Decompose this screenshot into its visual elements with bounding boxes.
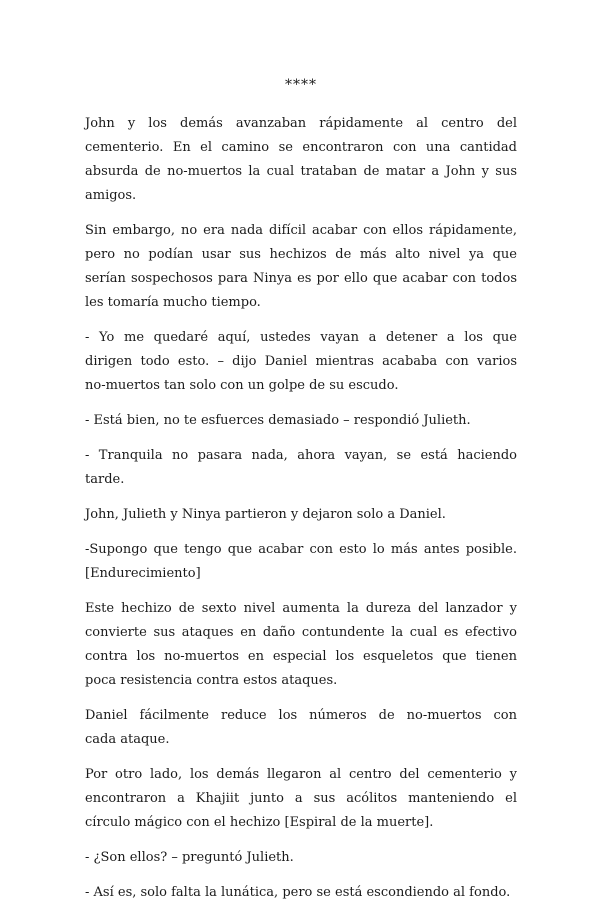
- text-line: - Yo me quedaré aquí, ustedes vayan a detener a los que: [85, 330, 517, 345]
- text-line: Daniel fácilmente reduce los números de no-muertos con: [85, 708, 517, 723]
- paragraph: [85, 444, 517, 492]
- paragraph: [85, 409, 517, 433]
- text-line: dirigen todo esto. – dijo Daniel mientras acababa con varios: [85, 354, 517, 369]
- text-line: cada ataque.: [85, 732, 170, 747]
- text-line: - Así es, solo falta la lunática, pero se está escondiendo al fondo.: [85, 885, 511, 900]
- book-page: [85, 76, 517, 916]
- paragraph: [85, 763, 517, 835]
- text-line: les tomaría mucho tiempo.: [85, 295, 261, 310]
- paragraph: [85, 538, 517, 586]
- text-line: absurda de no-muertos la cual trataban de matar a John y sus: [85, 164, 517, 179]
- text-line: - ¿Son ellos? – preguntó Julieth.: [85, 850, 294, 865]
- text-line: - Tranquila no pasara nada, ahora vayan, se está haciendo: [85, 448, 517, 463]
- paragraph: [85, 219, 517, 315]
- paragraph: [85, 597, 517, 693]
- text-line: círculo mágico con el hechizo [Espiral de la muerte].: [85, 815, 434, 830]
- text-line: pero no podían usar sus hechizos de más alto nivel ya que: [85, 247, 517, 262]
- text-line: Sin embargo, no era nada difícil acabar con ellos rápidamente,: [85, 223, 517, 238]
- text-line: convierte sus ataques en daño contundente la cual es efectivo: [85, 625, 517, 640]
- text-line: tarde.: [85, 472, 125, 487]
- text-line: encontraron a Khajiit junto a sus acólitos manteniendo el: [85, 791, 517, 806]
- paragraph: [85, 704, 517, 752]
- text-line: amigos.: [85, 188, 137, 203]
- body-text: [85, 112, 517, 905]
- paragraph: [85, 846, 517, 870]
- paragraph: [85, 503, 517, 527]
- text-line: John, Julieth y Ninya partieron y dejaron solo a Daniel.: [85, 507, 446, 522]
- section-separator: ****: [285, 77, 317, 93]
- paragraph: [85, 112, 517, 208]
- text-line: -Supongo que tengo que acabar con esto lo más antes posible.: [85, 542, 517, 557]
- paragraph: [85, 326, 517, 398]
- paragraph: [85, 881, 517, 905]
- text-line: [Endurecimiento]: [85, 566, 201, 581]
- text-line: - Está bien, no te esfuerces demasiado – respondió Julieth.: [85, 413, 471, 428]
- text-line: poca resistencia contra estos ataques.: [85, 673, 338, 688]
- text-line: Este hechizo de sexto nivel aumenta la dureza del lanzador y: [85, 601, 517, 616]
- text-line: John y los demás avanzaban rápidamente al centro del: [85, 116, 517, 131]
- text-line: cementerio. En el camino se encontraron con una cantidad: [85, 140, 517, 155]
- text-line: Por otro lado, los demás llegaron al centro del cementerio y: [85, 767, 517, 782]
- text-line: no-muertos tan solo con un golpe de su escudo.: [85, 378, 399, 393]
- text-line: contra los no-muertos en especial los esqueletos que tienen: [85, 649, 517, 664]
- text-line: serían sospechosos para Ninya es por ello que acabar con todos: [85, 271, 517, 286]
